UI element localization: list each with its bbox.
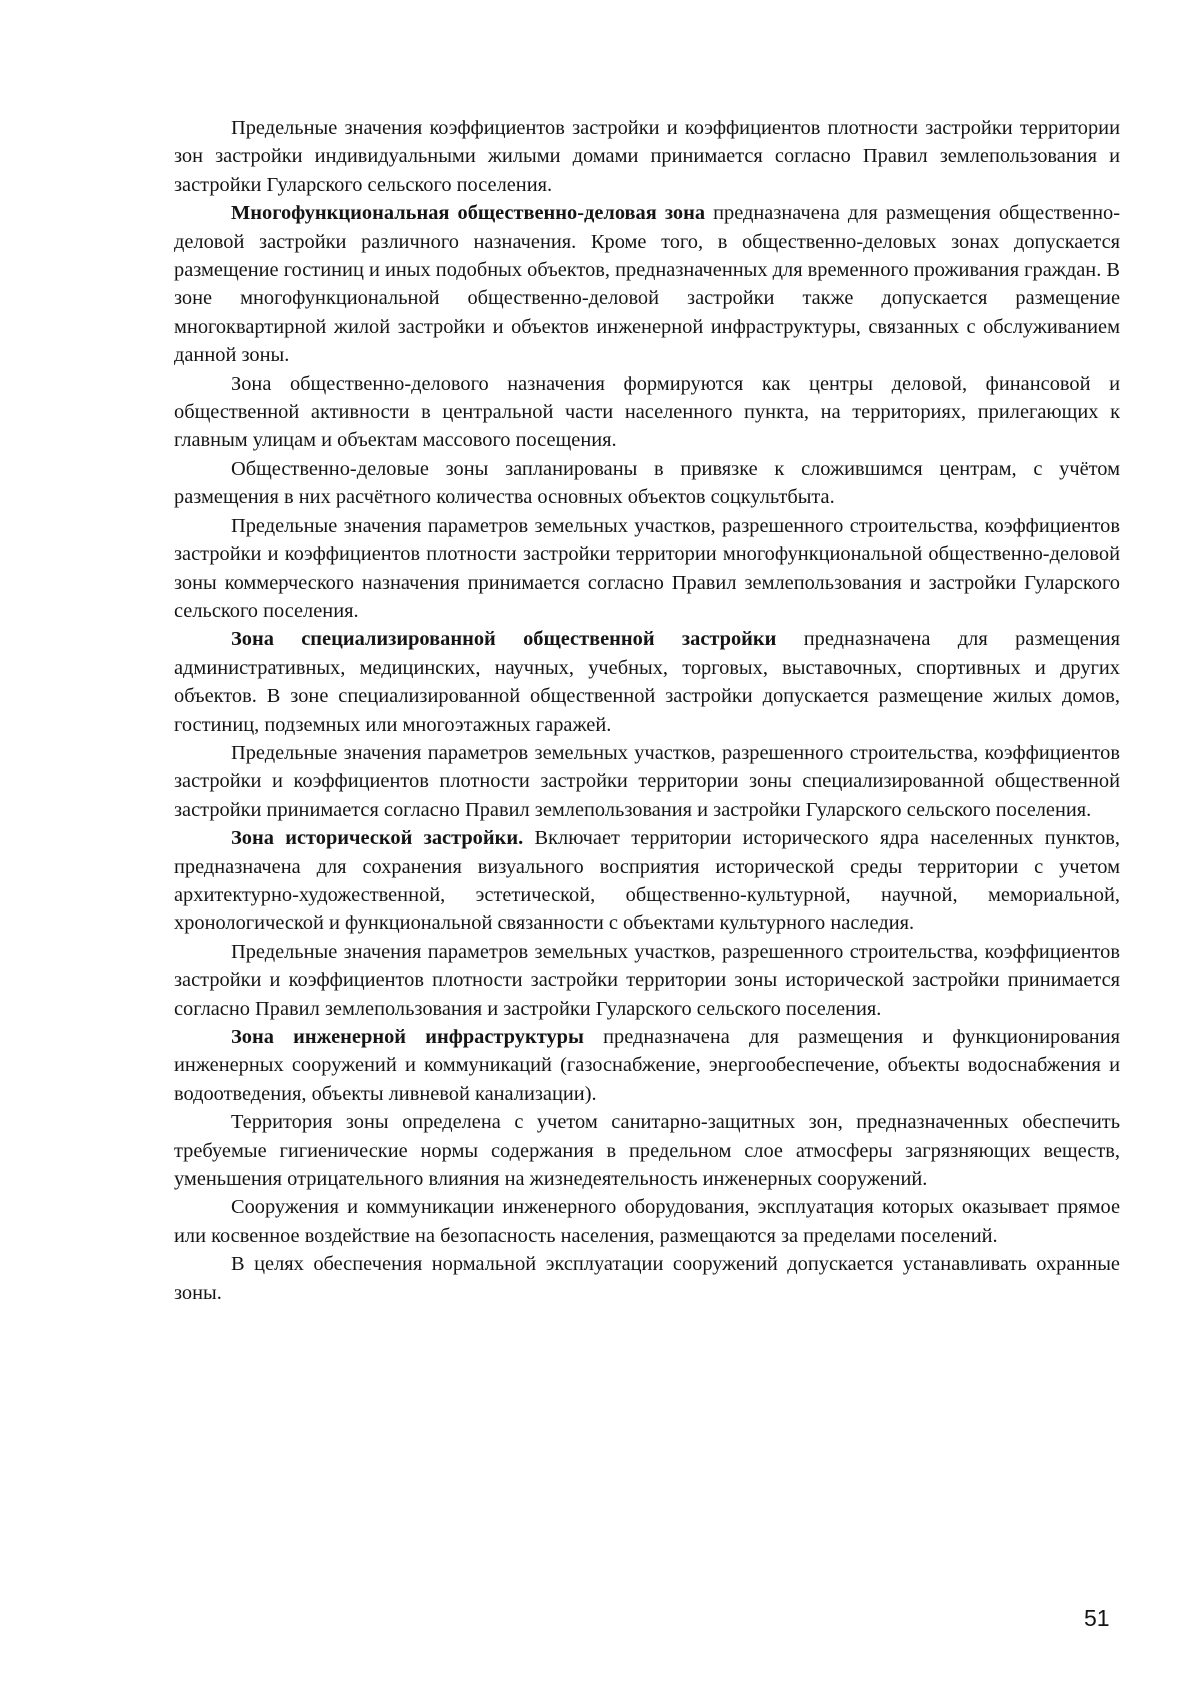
paragraph [174,1250,1120,1307]
paragraph-text: предназначена для размещения и функционирования инженерных сооружений и коммуникаций (газоснабжение, энергообеспечение, объекты водоснабжения и водоотведения, объекты ливневой канализации). [174,1026,1120,1105]
paragraph [174,625,1120,739]
paragraph-text: Предельные значения параметров земельных участков, разрешенного строительства, коэффициентов застройки и коэффициентов плотности застройки территории зоны специализированной общественной застройки принимается согласно Правил землепользования и застройки Гуларского сельского поселения. [174,741,1120,821]
paragraph [174,739,1120,824]
paragraph-text: предназначена для размещения общественно-деловой застройки различного назначения. Кроме того, в общественно-деловых зонах допускается размещение гостиниц и иных подобных объектов, предназначенных для временного проживания граждан. В зоне многофункциональной общественно-деловой застройки также допускается размещение многоквартирной жилой застройки и объектов инженерной инфраструктуры, связанных с обслуживанием данной зоны. [174,202,1121,367]
page-number: 51 [1084,1605,1110,1631]
paragraph-lead: Зона исторической застройки. [231,827,524,850]
paragraph-text: Предельные значения параметров земельных участков, разрешенного строительства, коэффициентов застройки и коэффициентов плотности застройки территории многофункциональной общественно-деловой зоны коммерческого назначения принимается согласно Правил землепользования и застройки Гуларского сельского поселения. [174,514,1120,622]
paragraph [174,824,1120,938]
paragraph-lead: Многофункциональная общественно-деловая зона [231,202,706,225]
document-body [174,114,1120,1307]
paragraph [174,1023,1120,1108]
paragraph-text: Предельные значения коэффициентов застройки и коэффициентов плотности застройки территории зон застройки индивидуальными жилыми домами принимается согласно Правил землепользования и застройки Гуларского сельского поселения. [174,117,1120,196]
paragraph [174,370,1120,455]
paragraph-text: Включает территории исторического ядра населенных пунктов, предназначена для сохранения визуального восприятия исторической среды территории с учетом архитектурно-художественной, эстетической, общественно-культурной, научной, мемориальной, хронологической и функциональной связанности с объектами культурного наследия. [174,827,1120,935]
paragraph [174,455,1120,512]
paragraph-lead: Зона инженерной инфраструктуры [231,1026,584,1048]
paragraph [174,1193,1120,1250]
paragraph [174,114,1120,199]
paragraph [174,512,1120,626]
paragraph-lead: Зона специализированной общественной застройки [231,628,777,651]
paragraph-text: Территория зоны определена с учетом санитарно-защитных зон, предназначенных обеспечить требуемые гигиенические нормы содержания в предельном слое атмосферы загрязняющих веществ, уменьшения отрицательного влияния на жизнедеятельность инженерных сооружений. [174,1111,1120,1191]
paragraph-text: Общественно-деловые зоны запланированы в привязке к сложившимся центрам, с учётом размещения в них расчётного количества основных объектов соцкультбыта. [174,457,1120,509]
paragraph [174,199,1120,369]
paragraph-text: В целях обеспечения нормальной эксплуатации сооружений допускается устанавливать охранные зоны. [174,1253,1120,1304]
paragraph-text: Предельные значения параметров земельных участков, разрешенного строительства, коэффициентов застройки и коэффициентов плотности застройки территории зоны исторической застройки принимается согласно Правил землепользования и застройки Гуларского сельского поселения. [174,940,1120,1020]
paragraph [174,1108,1120,1193]
paragraph-text: предназначена для размещения административных, медицинских, научных, учебных, торговых, выставочных, спортивных и других объектов. В зоне специализированной общественной застройки допускается размещение жилых домов, гостиниц, подземных или многоэтажных гаражей. [174,628,1120,736]
paragraph-text: Зона общественно-делового назначения формируются как центры деловой, финансовой и общественной активности в центральной части населенного пункта, на территориях, прилегающих к главным улицам и объектам массового посещения. [174,372,1120,452]
paragraph-text: Сооружения и коммуникации инженерного оборудования, эксплуатация которых оказывает прямое или косвенное воздействие на безопасность населения, размещаются за пределами поселений. [174,1196,1120,1247]
paragraph [174,938,1120,1023]
